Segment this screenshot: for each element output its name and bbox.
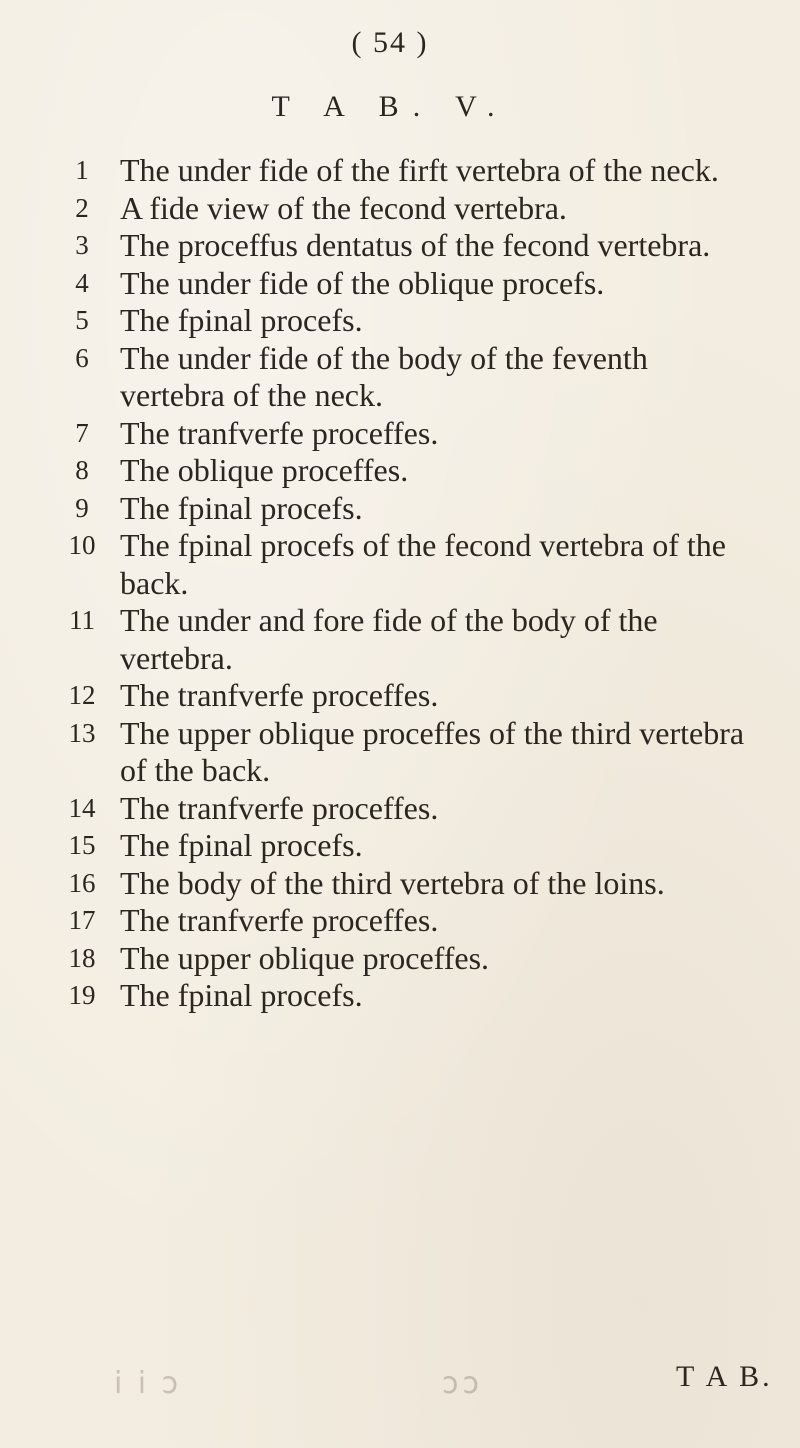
entry-number: 3 bbox=[75, 230, 89, 260]
list-item bbox=[60, 190, 760, 228]
catchword: T A B. bbox=[676, 1360, 773, 1393]
entry-number: 17 bbox=[68, 905, 96, 935]
entry-text: The tranfverfe proceffes. bbox=[120, 789, 439, 826]
entry-number: 14 bbox=[68, 792, 96, 823]
entry-text: The oblique proceffes. bbox=[120, 452, 409, 488]
entry-number: 8 bbox=[75, 455, 89, 485]
entry-list bbox=[60, 152, 760, 1015]
list-item bbox=[60, 527, 760, 602]
entry-text: The fpinal procefs. bbox=[120, 302, 363, 338]
entry-number: 13 bbox=[68, 717, 96, 748]
entry-text: The fpinal procefs. bbox=[120, 977, 363, 1013]
entry-text: The fpinal procefs. bbox=[120, 489, 363, 526]
entry-number: 18 bbox=[68, 942, 96, 973]
entry-text: The under fide of the oblique procefs. bbox=[120, 264, 605, 301]
entry-text: The proceffus dentatus of the fecond vertebra. bbox=[120, 227, 711, 263]
entry-text: The under fide of the body of the feventh vertebra of the neck. bbox=[120, 339, 648, 413]
entry-text: The under and fore fide of the body of the vertebra. bbox=[120, 602, 658, 676]
entry-number: 15 bbox=[68, 830, 96, 860]
list-item bbox=[60, 902, 760, 940]
entry-number: 1 bbox=[75, 155, 89, 185]
list-item bbox=[60, 977, 760, 1015]
entry-text: The upper oblique proceffes. bbox=[120, 939, 490, 976]
list-item bbox=[60, 227, 760, 265]
entry-text: The fpinal procefs. bbox=[120, 827, 363, 863]
list-item bbox=[60, 152, 760, 190]
entry-number: 5 bbox=[75, 305, 89, 335]
plate-title: T A B. V. bbox=[271, 90, 509, 123]
list-item bbox=[60, 452, 760, 490]
list-item bbox=[60, 715, 760, 790]
list-item bbox=[60, 790, 760, 828]
list-item bbox=[60, 415, 760, 453]
list-item bbox=[60, 302, 760, 340]
list-item bbox=[60, 677, 760, 715]
entry-number: 4 bbox=[75, 267, 89, 298]
list-item bbox=[60, 602, 760, 677]
entry-number: 2 bbox=[75, 192, 89, 223]
entry-text: The fpinal procefs of the fecond vertebra of the back. bbox=[120, 527, 726, 601]
entry-number: 16 bbox=[68, 867, 96, 898]
entry-text: The body of the third vertebra of the loins. bbox=[120, 864, 665, 901]
entry-text: The tranfverfe proceffes. bbox=[120, 902, 439, 938]
entry-number: 7 bbox=[75, 417, 89, 448]
list-item bbox=[60, 827, 760, 865]
show-through-mark: ⅽ ⅰ ⅰ bbox=[110, 1367, 179, 1400]
entry-number: 11 bbox=[69, 605, 95, 635]
entry-number: 6 bbox=[75, 342, 89, 373]
list-item bbox=[60, 865, 760, 903]
show-through-mark: ⅽⅽ bbox=[438, 1367, 479, 1400]
entry-text: A fide view of the fecond vertebra. bbox=[120, 189, 567, 226]
page-number: ( 54 ) bbox=[351, 26, 429, 59]
list-item bbox=[60, 340, 760, 415]
entry-text: The upper oblique proceffes of the third vertebra of the back. bbox=[120, 714, 745, 788]
entry-text: The under fide of the firft vertebra of the neck. bbox=[120, 152, 719, 188]
list-item bbox=[60, 265, 760, 303]
entry-text: The tranfverfe proceffes. bbox=[120, 677, 439, 713]
entry-text: The tranfverfe proceffes. bbox=[120, 414, 439, 451]
entry-number: 12 bbox=[68, 680, 96, 710]
list-item bbox=[60, 940, 760, 978]
entry-number: 19 bbox=[68, 980, 96, 1010]
entry-number: 9 bbox=[75, 492, 89, 523]
list-item bbox=[60, 490, 760, 528]
entry-number: 10 bbox=[68, 530, 96, 560]
